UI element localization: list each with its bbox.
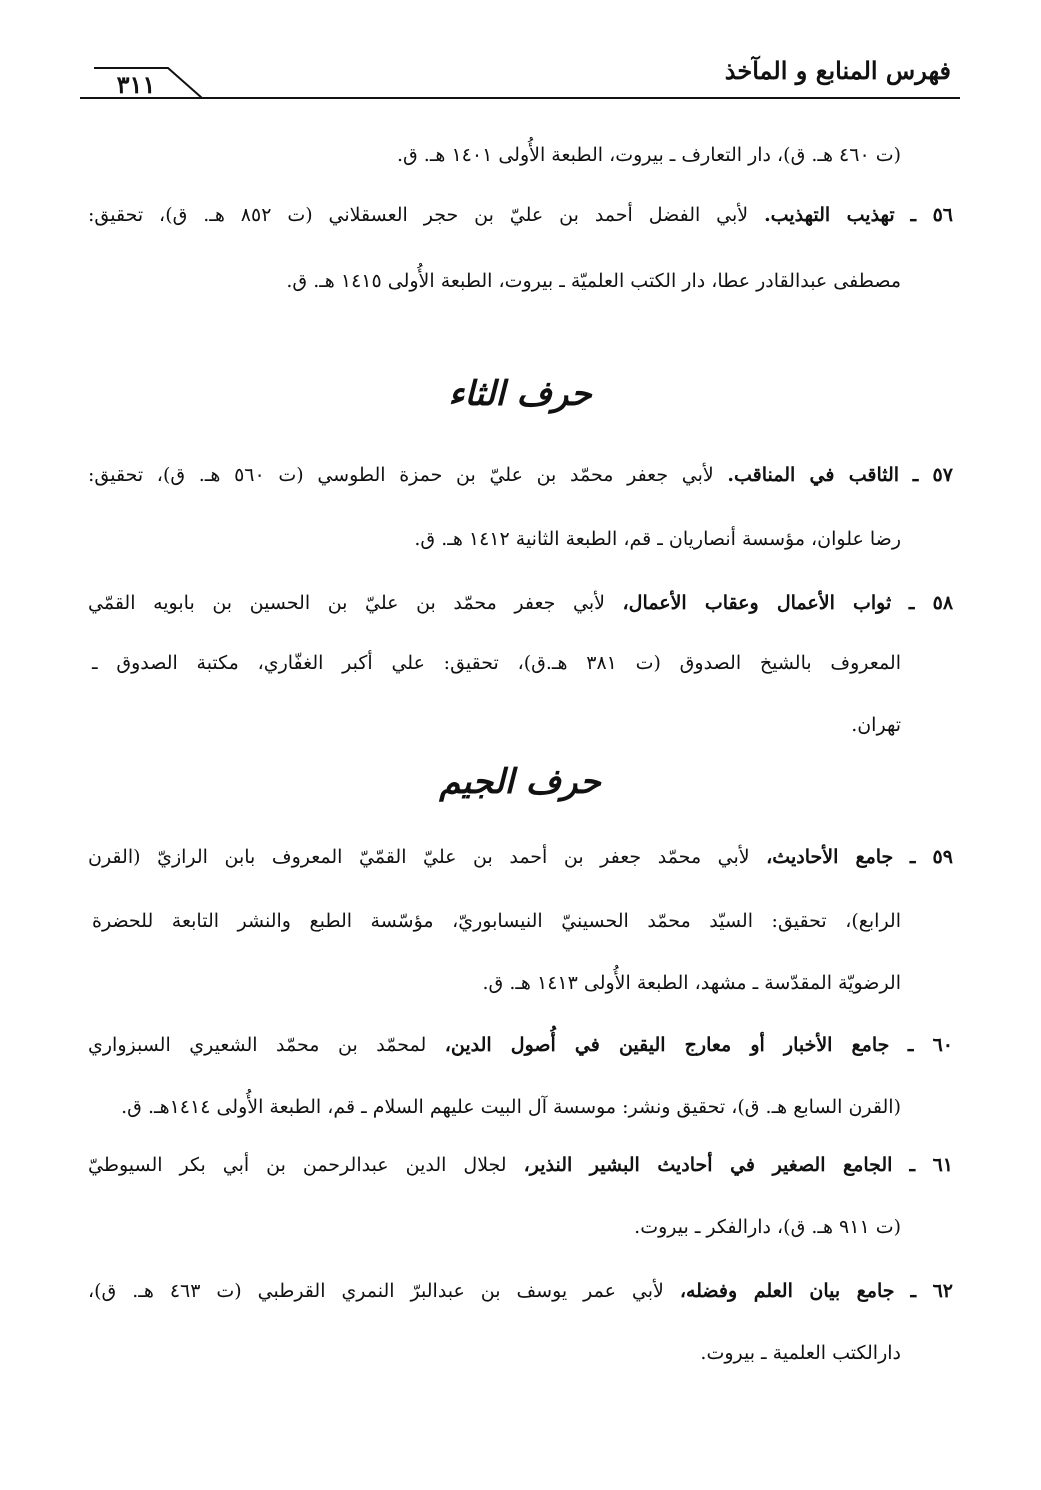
- entry-61-line-1: ٦١ ـ الجامع الصغير في أحاديث البشير النذير، لجلال الدين عبدالرحمن بن أبي بكر السيوطيّ: [88, 1154, 953, 1176]
- entry-62-line-1: ٦٢ ـ جامع بيان العلم وفضله، لأبي عمر يوسف بن عبدالبرّ النمري القرطبي (ت ٤٦٣ هـ. ق)،: [88, 1280, 953, 1302]
- section-ornament-jim: حرف الجيم: [439, 762, 601, 802]
- entry-58-line-1: ٥٨ ـ ثواب الأعمال وعقاب الأعمال، لأبي جعفر محمّد بن عليّ بن الحسين بن بابويه القمّي: [88, 592, 954, 614]
- running-header-title: فهرس المنابع و المآخذ: [724, 56, 951, 85]
- entry-61-line-2: (ت ٩١١ هـ. ق)، دارالفكر ـ بيروت.: [634, 1216, 901, 1238]
- entry-56-line-2: مصطفى عبدالقادر عطا، دار الكتب العلميّة ـ بيروت، الطبعة الأُولى ١٤١٥ هـ. ق.: [286, 270, 901, 292]
- entry-58-line-3: تهران.: [851, 714, 901, 736]
- entry-57-line-1: ٥٧ ـ الثاقب في المناقب. لأبي جعفر محمّد بن عليّ بن حمزة الطوسي (ت ٥٦٠ هـ. ق)، تحقيق:: [88, 464, 953, 486]
- entry-60-line-2: (القرن السابع هـ. ق)، تحقيق ونشر: موسسة آل البيت عليهم السلام ـ قم، الطبعة الأُولى ١٤١٤هـ. ق.: [121, 1096, 901, 1118]
- entry-58-line-2: المعروف بالشيخ الصدوق (ت ٣٨١ هـ.ق)، تحقيق: علي أكبر الغفّاري، مكتبة الصدوق ـ: [92, 652, 901, 674]
- entry-60-line-1: ٦٠ ـ جامع الأخبار أو معارج اليقين في أُصول الدين، لمحمّد بن محمّد الشعيري السبزواري: [88, 1034, 953, 1056]
- entry-57-line-2: رضا علوان، مؤسسة أنصاريان ـ قم، الطبعة الثانية ١٤١٢ هـ. ق.: [414, 528, 901, 550]
- page-number: ٣١١: [116, 70, 156, 99]
- section-ornament-tha: حرف الثاء: [448, 374, 592, 414]
- entry-59-line-1: ٥٩ ـ جامع الأحاديث، لأبي محمّد جعفر بن أحمد بن عليّ القمّيّ المعروف بابن الرازيّ (القرن: [88, 846, 953, 868]
- entry-59-line-3: الرضويّة المقدّسة ـ مشهد، الطبعة الأُولى ١٤١٣ هـ. ق.: [482, 972, 901, 994]
- entry-56-line-1: ٥٦ ـ تهذيب التهذيب. لأبي الفضل أحمد بن عليّ بن حجر العسقلاني (ت ٨٥٢ هـ. ق)، تحقيق:: [88, 204, 954, 226]
- entry-55-line-2: (ت ٤٦٠ هـ. ق)، دار التعارف ـ بيروت، الطبعة الأُولى ١٤٠١ هـ. ق.: [396, 144, 901, 166]
- entry-59-line-2: الرابع)، تحقيق: السيّد محمّد الحسينيّ النيسابوريّ، مؤسّسة الطبع والنشر التابعة للحضرة: [92, 910, 901, 932]
- header-rule: [80, 58, 960, 100]
- entry-62-line-2: دارالكتب العلمية ـ بيروت.: [700, 1342, 901, 1364]
